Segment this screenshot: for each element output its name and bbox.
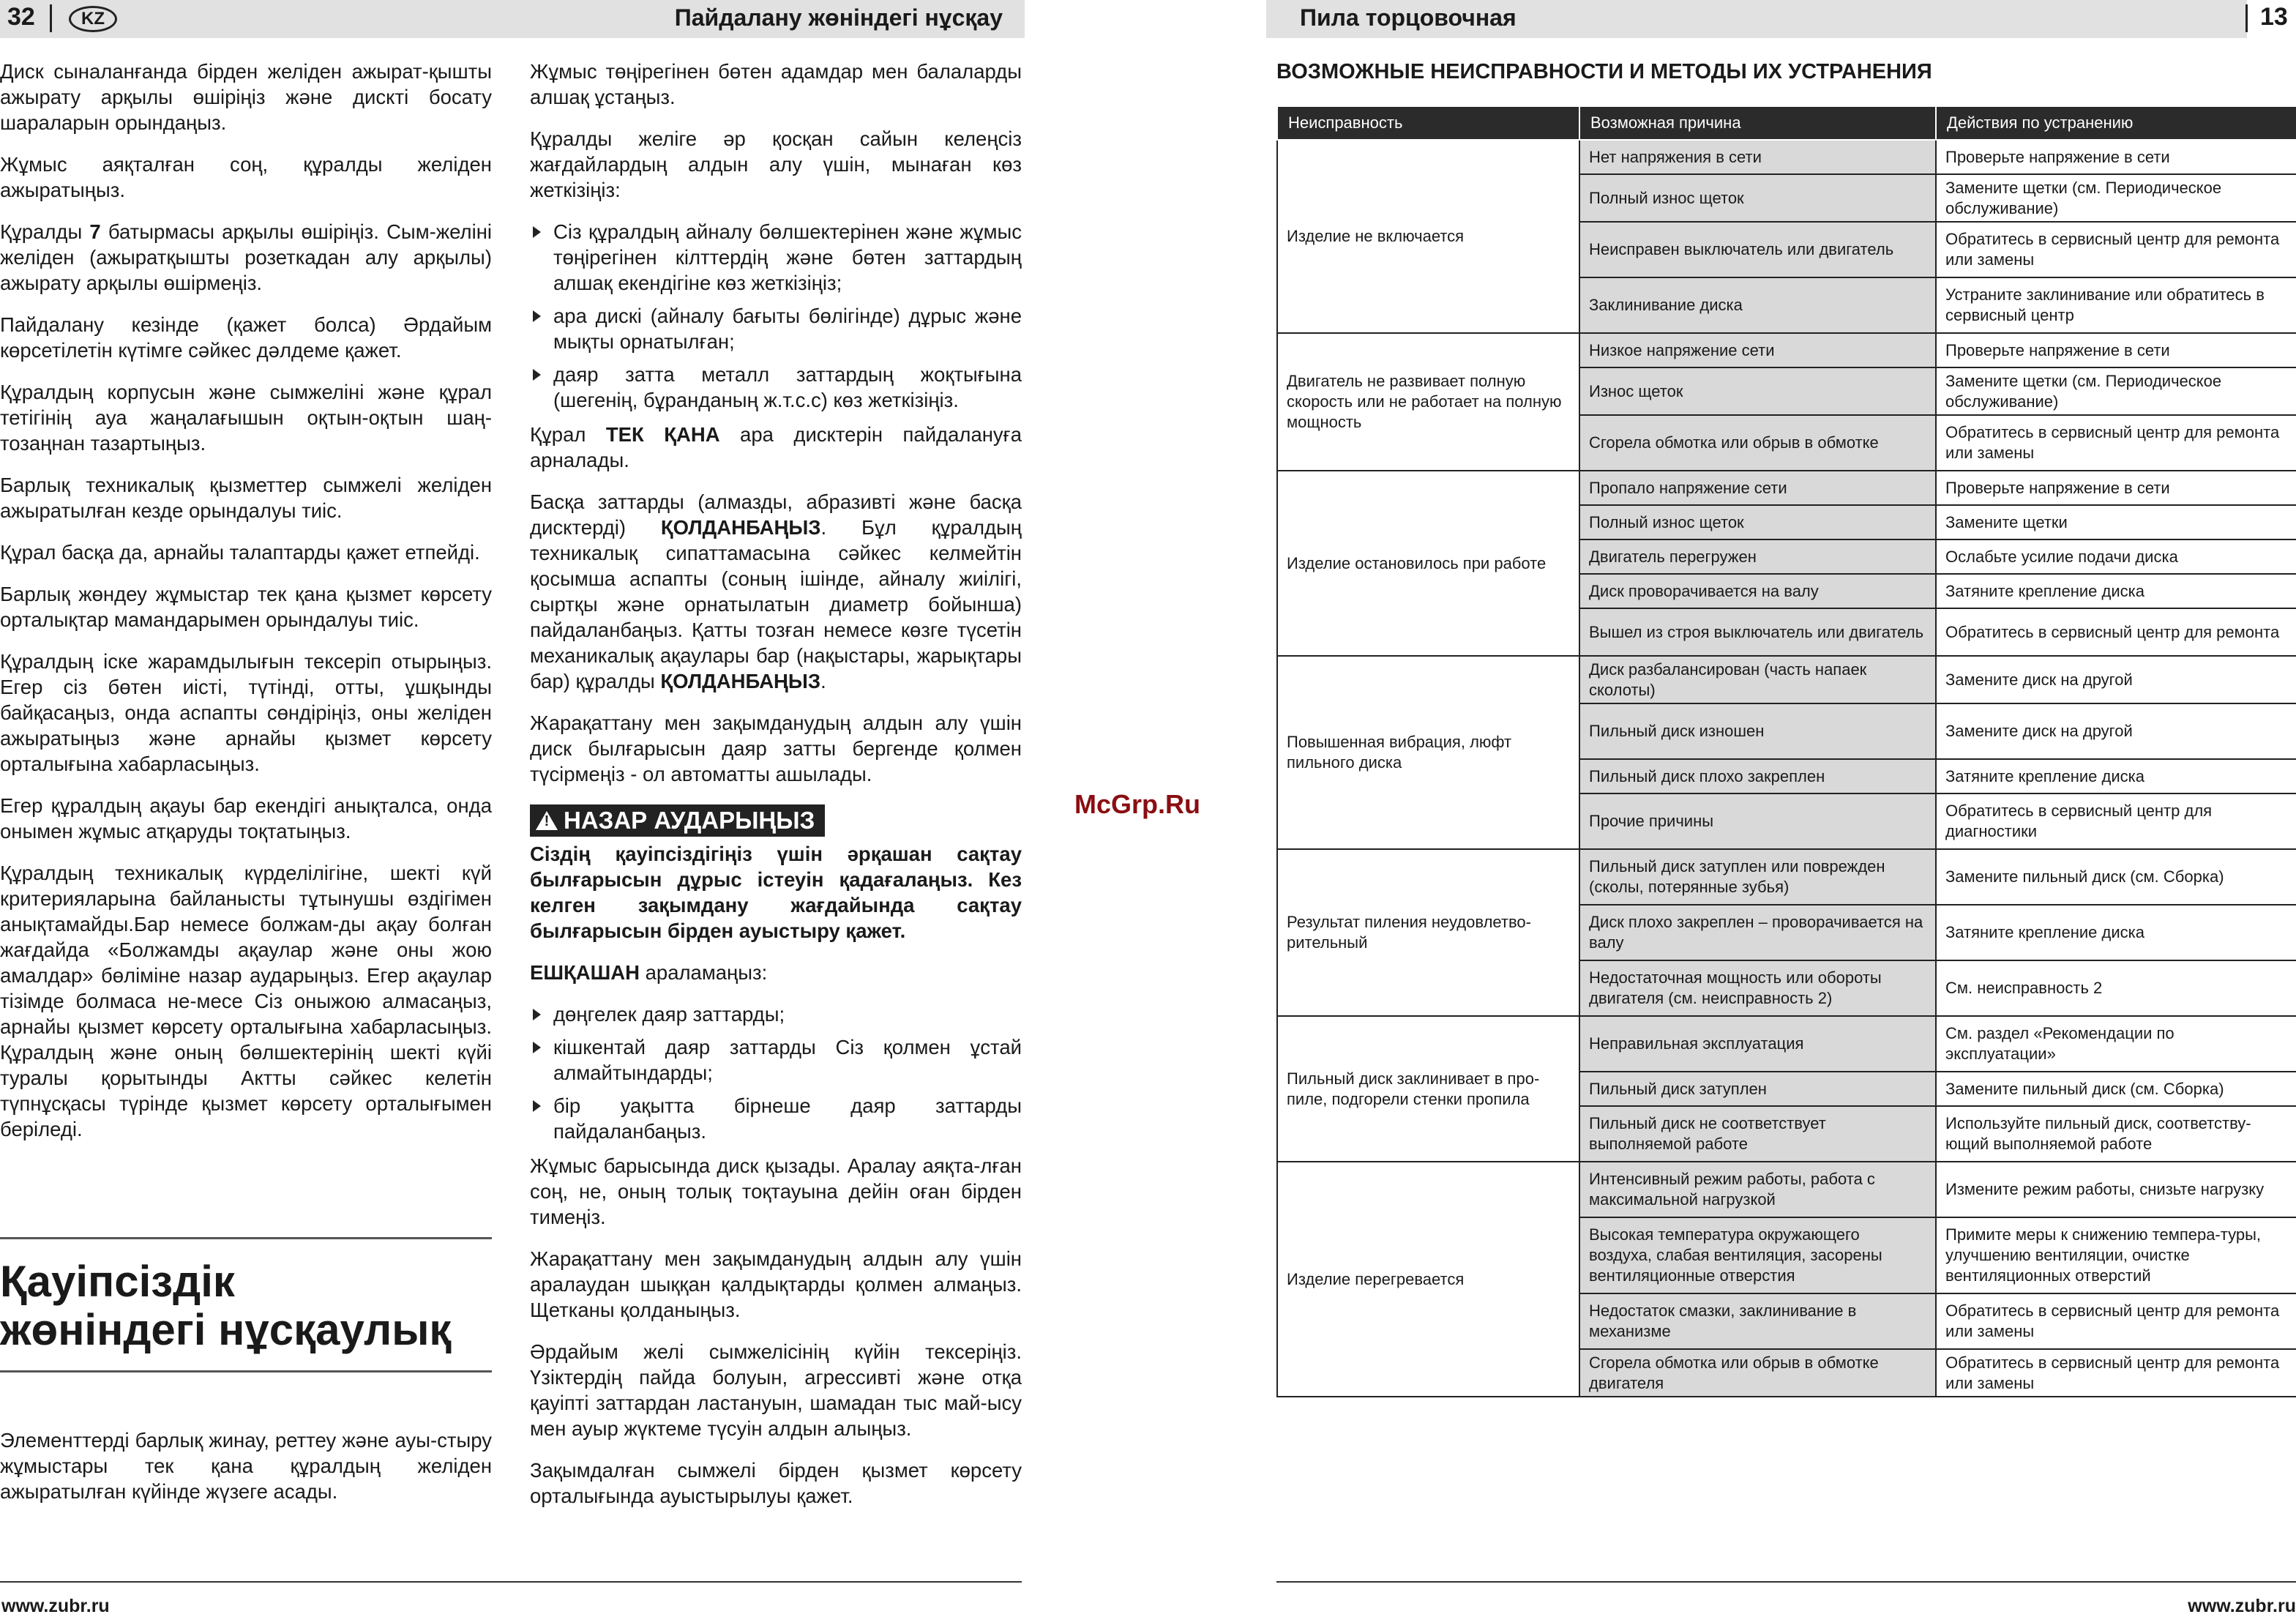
cause-cell: Износ щеток xyxy=(1579,367,1936,415)
c1-paragraph: Барлық техникалық қызметтер сымжелі желіден ажыратылған кезде орындалуы тиіс. xyxy=(0,474,492,522)
fault-cell: Изделие перегревается xyxy=(1277,1162,1579,1397)
table-row xyxy=(1277,656,2296,703)
cause-cell: Сгорела обмотка или обрыв в обмотке двигателя xyxy=(1579,1349,1936,1397)
table-row xyxy=(1277,1162,2296,1217)
cause-cell: Диск разбалансирован (часть напаек сколоты) xyxy=(1579,656,1936,703)
c2-p7: Жұмыс барысында диск қызады. Аралау аяқта-лған соң, не, оның толық тоқтауына дейін оған бірден тимеңіз. xyxy=(530,1154,1022,1228)
cause-cell: Диск плохо закреплен – проворачивается на валу xyxy=(1579,905,1936,960)
action-cell: См. раздел «Рекомендации по эксплуатации» xyxy=(1936,1016,2296,1072)
c1-paragraph xyxy=(0,219,492,296)
c2-p4-bold2: ҚОЛДАНБАҢЫЗ xyxy=(660,670,821,692)
warning-icon xyxy=(536,811,558,830)
c2-p3 xyxy=(530,422,1022,473)
header-action: Действия по устранению xyxy=(1936,106,2296,140)
action-cell: Затяните крепление диска xyxy=(1936,905,2296,960)
fault-cell: Результат пиления неудовлетво-рительный xyxy=(1277,849,1579,1016)
c1-paragraph: Пайдалану кезінде (қажет болса) Әрдайым көрсетілетін күтімге сәйкес дәлдеме қажет. xyxy=(0,313,492,362)
c1-paragraph: Егер құралдың ақауы бар екендігі анықталса, онда онымен жұмыс атқаруды тоқтатыңыз. xyxy=(0,794,492,843)
lang-badge: KZ xyxy=(69,6,117,32)
fault-cell: Изделие не включается xyxy=(1277,140,1579,333)
fault-cell: Изделие остановилось при работе xyxy=(1277,471,1579,656)
c2-p4-a: Басқа заттарды (алмазды, абразивті және басқа дисктерді) xyxy=(530,490,1022,539)
cause-cell: Диск проворачивается на валу xyxy=(1579,574,1936,608)
c2-p5: Жарақаттану мен зақымданудың алдын алу үшін диск былғарысын даяр затты бергенде қолмен түсірмеңіз - ол автоматты ашылады. xyxy=(530,712,1022,785)
cause-cell: Пропало напряжение сети xyxy=(1579,471,1936,505)
cause-cell: Неправильная эксплуатация xyxy=(1579,1016,1936,1072)
header-divider xyxy=(50,4,52,32)
action-cell: Замените пильный диск (см. Сборка) xyxy=(1936,849,2296,905)
bullet-list-2 xyxy=(530,1001,1022,1144)
cause-cell: Заклинивание диска xyxy=(1579,277,1936,333)
safety-intro xyxy=(0,1427,492,1520)
right-page-number: 13 xyxy=(2260,3,2288,31)
right-footer-url[interactable]: www.zubr.ru xyxy=(2188,1596,2296,1616)
c1-paragraph: Диск сыналанғанда бірден желіден ажырат-қышты ажырату арқылы өшіріңіз және дискті босату шараларын орындаңыз. xyxy=(0,60,492,134)
table-row xyxy=(1277,1016,2296,1072)
action-cell: Замените щетки xyxy=(1936,505,2296,539)
action-cell: Проверьте напряжение в сети xyxy=(1936,333,2296,367)
c2-p6-bold: ЕШҚАШАН xyxy=(530,961,640,984)
action-cell: Затяните крепление диска xyxy=(1936,759,2296,793)
watermark: McGrp.Ru xyxy=(1074,789,1201,819)
action-cell: Замените щетки (см. Периодическое обслуживание) xyxy=(1936,367,2296,415)
action-cell: Замените щетки (см. Периодическое обслуживание) xyxy=(1936,174,2296,222)
action-cell: См. неисправность 2 xyxy=(1936,960,2296,1016)
bullet-list-1 xyxy=(530,219,1022,413)
c2-p4-b: . Бұл құралдың техникалық сипаттамасына сәйкес келмейтін қосымша аспапты (соның ішінде, айналу жиілігі, сыртқы және орнатылатын диаметр бойынша) пайдаланбаңыз. Қатты тозған немесе көзге түсетін механикалық ақаулары бар (нақыстары, жарықтары бар) құралды xyxy=(530,516,1022,692)
left-page-number: 32 xyxy=(7,3,35,31)
action-cell: Используйте пильный диск, соответству-ющий выполняемой работе xyxy=(1936,1106,2296,1162)
bullet-item: даяр затта металл заттардың жоқтығына (шегенің, бұранданың ж.т.с.с) көз жеткізіңіз. xyxy=(530,362,1022,413)
left-column-1 xyxy=(0,59,492,1158)
table-row xyxy=(1277,333,2296,367)
c2-p6 xyxy=(530,960,1022,985)
action-cell: Обратитесь в сервисный центр для ремонта или замены xyxy=(1936,1293,2296,1349)
action-cell: Проверьте напряжение в сети xyxy=(1936,471,2296,505)
c2-p9: Әрдайым желі сымжелісінің күйін тексеріңіз. Үзіктердің пайда болуын, агрессивті және отқа қауіпті заттардан ластануын, шамадан тыс май-ысу мен ауыр жүктеме түсуін алдын алыңыз. xyxy=(530,1340,1022,1440)
table-row xyxy=(1277,140,2296,174)
c2-p4-bold1: ҚОЛДАНБАҢЫЗ xyxy=(660,516,821,539)
section-title: ВОЗМОЖНЫЕ НЕИСПРАВНОСТИ И МЕТОДЫ ИХ УСТРАНЕНИЯ xyxy=(1276,60,1932,83)
troubleshooting-table xyxy=(1276,105,2296,1397)
action-cell: Затяните крепление диска xyxy=(1936,574,2296,608)
bullet-item: ара дискі (айналу бағыты бөлігінде) дұрыс және мықты орнатылған; xyxy=(530,303,1022,354)
c1-paragraph: Құралдың іске жарамдылығын тексеріп отырыңыз. Егер сіз бөтен иісті, түтінді, отты, ұшқынды байқасаңыз, онда аспапты сөндіріңіз, оны желіден ажыратыңыз және арнайы қызмет көрсету орталығына хабарласыңыз. xyxy=(0,650,492,775)
cause-cell: Полный износ щеток xyxy=(1579,505,1936,539)
header-fault: Неисправность xyxy=(1277,106,1579,140)
bullet-item: Сіз құралдың айналу бөлшектерінен және жұмыс төңірегінен кілттердің және бөтен заттардың алшақ екендігіне көз жеткізіңіз; xyxy=(530,219,1022,296)
c2-p3-a: Құрал xyxy=(530,423,606,446)
left-footer-rule xyxy=(0,1581,1022,1583)
cause-cell: Прочие причины xyxy=(1579,793,1936,849)
c2-p8: Жарақаттану мен зақымданудың алдын алу үшін аралаудан шыққан қалдықтарды қолмен алмаңыз. Щетканы қолданыңыз. xyxy=(530,1247,1022,1321)
action-cell: Примите меры к снижению темпера-туры, улучшению вентиляции, очистке вентиляционных отверстий xyxy=(1936,1217,2296,1293)
c1-bold: 7 xyxy=(89,220,101,243)
cause-cell: Интенсивный режим работы, работа с максимальной нагрузкой xyxy=(1579,1162,1936,1217)
bullet-item: бір уақытта бірнеше даяр заттарды пайдаланбаңыз. xyxy=(530,1093,1022,1144)
left-page xyxy=(0,0,1025,1617)
c1-paragraph: Құрал басқа да, арнайы талаптарды қажет етпейді. xyxy=(0,541,480,564)
left-footer-url[interactable]: www.zubr.ru xyxy=(1,1596,110,1616)
c2-p3-bold: ТЕК ҚАНА xyxy=(605,423,720,446)
action-cell: Обратитесь в сервисный центр для ремонта xyxy=(1936,608,2296,656)
c1-paragraph: Құралдың корпусын және сымжеліні және құрал тетігінің ауа жаңалағышын оқтын-оқтын шаң-тозаңнан тазартыңыз. xyxy=(0,381,492,455)
safety-paragraph: Элементтерді барлық жинау, реттеу және ауы-стыру жұмыстары тек қана құралдың желіден ажыратылған күйінде жүзеге асады. xyxy=(0,1429,492,1503)
action-cell: Обратитесь в сервисный центр для диагностики xyxy=(1936,793,2296,849)
cause-cell: Сгорела обмотка или обрыв в обмотке xyxy=(1579,415,1936,471)
right-header-title: Пила торцовочная xyxy=(1300,4,1517,31)
warning-label xyxy=(530,804,825,837)
action-cell: Замените пильный диск (см. Сборка) xyxy=(1936,1072,2296,1106)
fault-cell: Пильный диск заклинивает в про-пиле, подгорели стенки пропила xyxy=(1277,1016,1579,1162)
c2-p2: Құралды желіге әр қосқан сайын келеңсіз жағдайлардың алдын алу үшін, мынаған көз жеткізіңіз: xyxy=(530,127,1022,201)
safety-title-line2: жөніндегі нұсқаулық xyxy=(0,1305,452,1354)
cause-cell: Пильный диск затуплен xyxy=(1579,1072,1936,1106)
table-row xyxy=(1277,471,2296,505)
cause-cell: Полный износ щеток xyxy=(1579,174,1936,222)
table-header-row xyxy=(1277,106,2296,140)
cause-cell: Пильный диск затуплен или поврежден (сколы, потерянные зубья) xyxy=(1579,849,1936,905)
left-column-2 xyxy=(530,59,1022,1525)
action-cell: Обратитесь в сервисный центр для ремонта или замены xyxy=(1936,1349,2296,1397)
c2-p6-a: араламаңыз: xyxy=(639,961,768,984)
warning-text: Сіздің қауіпсіздігіңіз үшін әрқашан сақтау былғарысын дұрыс істеуін қадағалаңыз. Кез келген зақымдану жағдайында сақтау былғарысын бірден ауыстыру қажет. xyxy=(530,843,1022,942)
warning-label-text: НАЗАР АУДАРЫҢЫЗ xyxy=(564,807,815,834)
cause-cell: Двигатель перегружен xyxy=(1579,539,1936,574)
action-cell: Замените диск на другой xyxy=(1936,656,2296,703)
cause-cell: Пильный диск плохо закреплен xyxy=(1579,759,1936,793)
c2-p4 xyxy=(530,489,1022,694)
fault-cell: Двигатель не развивает полную скорость или не работает на полную мощность xyxy=(1277,333,1579,471)
cause-cell: Высокая температура окружающего воздуха, слабая вентиляция, засорены вентиляционные отверстия xyxy=(1579,1217,1936,1293)
cause-cell: Низкое напряжение сети xyxy=(1579,333,1936,367)
safety-title xyxy=(0,1258,451,1354)
c2-p3-b: ара дисктерін пайдалануға арналады. xyxy=(530,423,1022,471)
action-cell: Устраните заклинивание или обратитесь в сервисный центр xyxy=(1936,277,2296,333)
header-cause: Возможная причина xyxy=(1579,106,1936,140)
action-cell: Замените диск на другой xyxy=(1936,703,2296,759)
c2-p10: Зақымдалған сымжелі бірден қызмет көрсету орталығында ауыстырылуы қажет. xyxy=(530,1459,1022,1507)
cause-cell: Пильный диск не соответствует выполняемой работе xyxy=(1579,1106,1936,1162)
cause-cell: Пильный диск изношен xyxy=(1579,703,1936,759)
c1-paragraph: Барлық жөндеу жұмыстар тек қана қызмет көрсету орталықтар мамандарымен орындалуы тиіс. xyxy=(0,583,492,631)
cause-cell: Нет напряжения в сети xyxy=(1579,140,1936,174)
action-cell: Проверьте напряжение в сети xyxy=(1936,140,2296,174)
action-cell: Обратитесь в сервисный центр для ремонта или замены xyxy=(1936,415,2296,471)
bullet-item: кішкентай даяр заттарды Сіз қолмен ұстай алмайтындарды; xyxy=(530,1034,1022,1086)
header-divider-right xyxy=(2245,4,2248,32)
action-cell: Обратитесь в сервисный центр для ремонта или замены xyxy=(1936,222,2296,277)
title-rule-top xyxy=(0,1237,492,1239)
bullet-item: дөңгелек даяр заттарды; xyxy=(530,1001,1022,1027)
c2-p1: Жұмыс төңірегінен бөтен адамдар мен балаларды алшақ ұстаңыз. xyxy=(530,60,1022,108)
right-footer-rule xyxy=(1276,1581,2296,1583)
action-cell: Ослабьте усилие подачи диска xyxy=(1936,539,2296,574)
cause-cell: Недостаточная мощность или обороты двигателя (см. неисправность 2) xyxy=(1579,960,1936,1016)
table-row xyxy=(1277,849,2296,905)
right-page xyxy=(1266,0,2296,1617)
safety-title-line1: Қауіпсіздік xyxy=(0,1257,235,1306)
c1-text: Құралды xyxy=(0,220,90,243)
cause-cell: Вышел из строя выключатель или двигатель xyxy=(1579,608,1936,656)
action-cell: Измените режим работы, снизьте нагрузку xyxy=(1936,1162,2296,1217)
c1-paragraph: Құралдың техникалық күрделілігіне, шекті күй критерияларына байланысты тұтынушы өздігімен анықтамайды.Бар немесе болжам-ды ақау болған жағдайда «Болжамды ақаулар және оны жою амалдар» бөліміне назар аударыңыз. Егер ақаулар тізімде болмаса не-месе Сіз оныжою алмасаңыз, арнайы қызмет көрсету орталығына хабарласыңыз. Құралдың және оның бөлшектерінің шекті күйі туралы қорытынды Актты сәйкес келетін түпнұсқасы түрінде қызмет көрсету орталығымен беріледі. xyxy=(0,862,492,1140)
c1-text: батырмасы арқылы өшіріңіз. Сым-желіні желіден (ажыратқышты розеткадан алу арқылы) ажырату арқылы өшірмеңіз. xyxy=(0,220,492,294)
c2-p4-c: . xyxy=(820,670,826,692)
c1-paragraph: Жұмыс аяқталған соң, құралды желіден ажыратыңыз. xyxy=(0,153,492,201)
title-rule-bottom xyxy=(0,1370,492,1373)
cause-cell: Недостаток смазки, заклинивание в механизме xyxy=(1579,1293,1936,1349)
cause-cell: Неисправен выключатель или двигатель xyxy=(1579,222,1936,277)
left-header-title: Пайдалану жөніндегі нұсқау xyxy=(674,4,1003,31)
fault-cell: Повышенная вибрация, люфт пильного диска xyxy=(1277,656,1579,849)
